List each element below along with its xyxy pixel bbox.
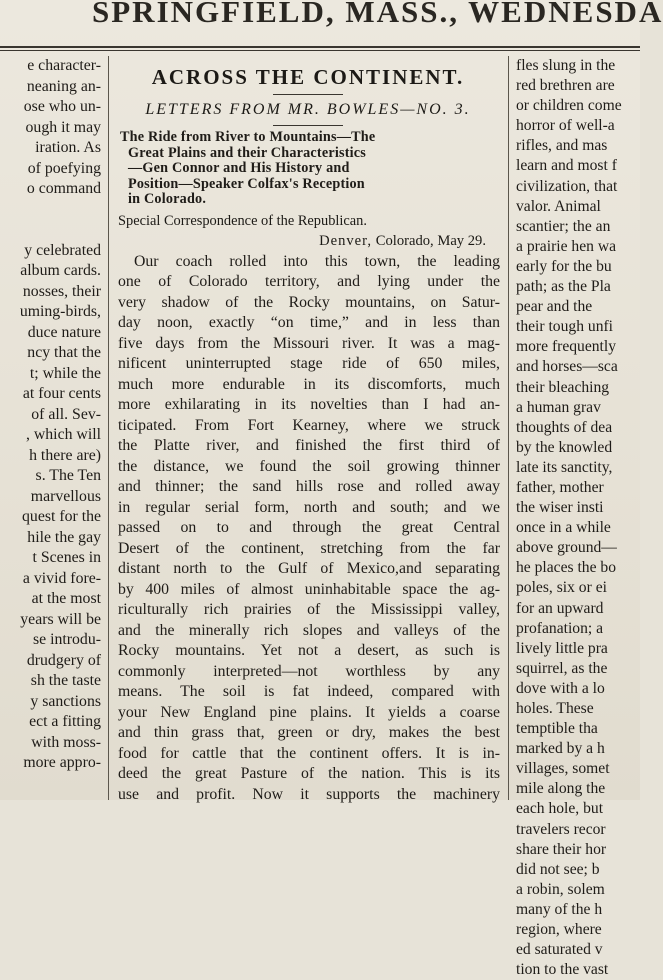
deck-line: Position—Speaker Colfax's Reception [128,175,365,192]
right-column-line: each hole, but [516,800,604,818]
right-column-line: or children come [516,97,622,115]
right-column-line: lively little pra [516,639,608,657]
right-column-line: he places the bo [516,559,617,577]
article-deck [112,130,504,208]
right-column-line: scantier; the an [516,217,611,235]
left-column-line: more appro- [23,754,101,771]
headline-rule [273,94,343,95]
right-column [512,56,640,979]
article-body-line: deed the great Pasture of the nation. This is its [118,765,500,783]
left-column-line: years will be [20,610,101,628]
left-column [0,56,104,800]
left-column-line: ough it may [25,118,101,136]
left-column-line: sh the taste [30,672,101,689]
left-column-line: , which will [25,426,101,443]
deck-line: The Ride from River to Mountains—The [120,129,376,145]
right-column-line: rifles, and mas [516,137,608,155]
article-body-line: nificent uninterrupted stage ride of 650 miles, [118,355,500,373]
dateline-date: Colorado, May 29. [375,232,486,249]
right-column-line: temptible tha [516,720,598,738]
article-body-line: and thinner; the sand hills rose and rolled away [118,478,500,496]
left-column-line: of all. Sev- [31,405,101,423]
left-column-line [0,220,104,241]
left-column-line: ose who un- [23,98,101,115]
right-column-line: their tough unfi [516,318,614,336]
left-column-line: uming-birds, [19,303,101,320]
article-body-line: Desert of the continent, stretching from the far [118,539,500,557]
column-divider-right [508,56,509,800]
right-column-line: villages, somet [516,760,610,778]
right-column-line: above ground— [516,539,617,557]
article-subhead: LETTERS FROM MR. BOWLES—NO. 3. [145,101,471,118]
article-body-line: five days from the Missouri river. It was a mag- [118,334,500,352]
article-body-line: very shadow of the Rocky mountains, on Satur- [118,293,500,311]
right-column-line: path; as the Pla [516,278,611,296]
right-column-line: region, where [516,921,602,939]
right-column-line: pear and the [516,298,593,316]
article-body-line: one of Colorado territory, and lying under the [118,273,500,291]
right-column-line: early for the bu [516,257,612,275]
left-column-line: s. The Ten [35,467,101,484]
deck-line: Great Plains and their Characteristics [128,144,366,161]
article-body [112,252,504,806]
left-column-line [0,200,104,221]
right-column-line: civilization, that [516,177,618,195]
right-column-line: travelers recor [516,820,606,838]
masthead [0,0,663,46]
article-body-line: and the minerally rich slopes and valleys of the [118,621,500,639]
right-column-line: and horses—sca [516,358,618,376]
left-column-line: t Scenes in [32,549,101,566]
left-column-line: iration. As [35,139,101,156]
right-column-line: the wiser insti [516,499,604,517]
article-body-line: ticipated. From Fort Kearney, where we struck [118,416,500,434]
masthead-rule-thin [0,50,640,51]
article-body-line: and thin grass that, green or dry, makes the best [118,724,500,742]
dateline-city: Denver, [319,232,373,249]
right-column-line: dove with a lo [516,679,605,697]
right-column-line: holes. These [516,700,594,717]
left-column-line: a vivid fore- [22,569,101,587]
right-column-line: once in a while [516,519,611,537]
article-body-line: riculturally rich prairies of the Mississippi valley, [118,601,500,619]
right-column-line: profanation; a [516,619,604,637]
deck-line: —Gen Connor and His History and [128,160,350,177]
article-column [112,56,504,803]
right-column-line: fles slung in the [516,57,616,74]
left-column-line: t; while the [29,364,101,382]
right-column-line: valor. Animal [516,197,601,215]
column-divider-left [108,56,109,800]
article-body-line: your New England pine plains. It yields a coarse [118,703,500,721]
masthead-rule [0,46,640,48]
subhead-rule [273,125,343,126]
left-column-line: hile the gay [27,528,101,546]
dateline [112,231,504,252]
right-column-line: share their hor [516,840,607,858]
right-column-line: a robin, solem [516,880,605,898]
left-column-line: e character- [27,57,101,74]
right-column-line: poles, six or ei [516,579,607,597]
left-column-line: ncy that the [27,344,101,361]
deck-line: in Colorado. [128,191,207,208]
right-column-line: father, mother [516,478,604,496]
left-column-line: at four cents [22,385,101,402]
left-column-line: with moss- [31,733,101,751]
left-column-line: marvellous [30,487,101,505]
right-column-line: learn and most f [516,157,617,175]
left-column-line: at the most [31,590,101,607]
special-correspondence: Special Correspondence of the Republican. [118,212,367,229]
right-column-line: did not see; b [516,860,600,878]
left-column-line: ect a fitting [29,713,101,730]
left-column-line: duce nature [27,323,101,341]
article-body-line: the distance, we found the soil growing thinner [118,457,500,475]
right-column-line: squirrel, as the [516,659,608,677]
right-column-line: mile along the [516,780,606,798]
left-column-line: y sanctions [30,692,101,710]
article-body-line: food for cattle that the continent offers. It is in- [118,744,500,762]
right-column-line: a prairie hen wa [516,237,617,255]
article-body-line: in regular serial form, north and south; and we [118,498,500,516]
article-body-line: commonly interpreted—not worthless by any [118,662,500,680]
right-column-line: horror of well-a [516,117,615,135]
right-column-line: ed saturated v [516,941,603,959]
right-column-line: red brethren are [516,77,615,95]
article-body-line: by 400 miles of almost uninhabitable space the ag- [118,580,500,598]
left-column-line: se introdu- [32,631,101,648]
left-column-line: o command [26,180,101,197]
article-body-line: Rocky mountains. Yet not a desert, as such is [118,642,500,660]
right-column-line: late its sanctity, [516,458,613,476]
right-column-line: thoughts of dea [516,418,613,436]
right-column-line: many of the h [516,900,603,918]
masthead-title: SPRINGFIELD, MASS., WEDNESDA [92,0,663,29]
article-body-line: day noon, exactly “on time,” and in less than [118,314,500,332]
article-body-line: Our coach rolled into this town, the leading [134,252,500,270]
right-column-line: a human grav [516,398,601,416]
left-column-line: of poefying [27,159,101,177]
article-body-line: use and profit. Now it supports the machinery [118,785,500,803]
left-column-line: h there are) [29,446,101,464]
left-column-line: quest for the [22,508,101,525]
article-body-line: distant north to the Gulf of Mexico,and separating [118,560,500,578]
right-column-line: their bleaching [516,378,610,396]
left-column-line: album cards. [20,262,101,279]
right-column-line: tion to the vast [516,961,609,979]
article-body-line: more exhilarating in its novelties than I had an- [118,396,500,414]
right-column-line: marked by a h [516,740,605,758]
left-column-line: neaning an- [26,77,101,95]
article-body-line: passed on to and through the great Central [118,519,500,537]
right-column-line: for an upward [516,599,604,617]
article-body-line: much more endurable in its discomforts, much [118,375,500,393]
left-column-line: drudgery of [26,651,101,669]
article-body-line: the Platte river, and finished the first third of [118,437,500,455]
article-headline: ACROSS THE CONTINENT. [151,65,465,89]
left-column-line: y celebrated [24,241,101,259]
right-column-line: by the knowled [516,438,613,456]
right-column-line: more frequently [516,338,617,356]
left-column-line: nosses, their [22,282,101,300]
article-body-line: means. The soil is fat indeed, compared with [118,683,500,701]
